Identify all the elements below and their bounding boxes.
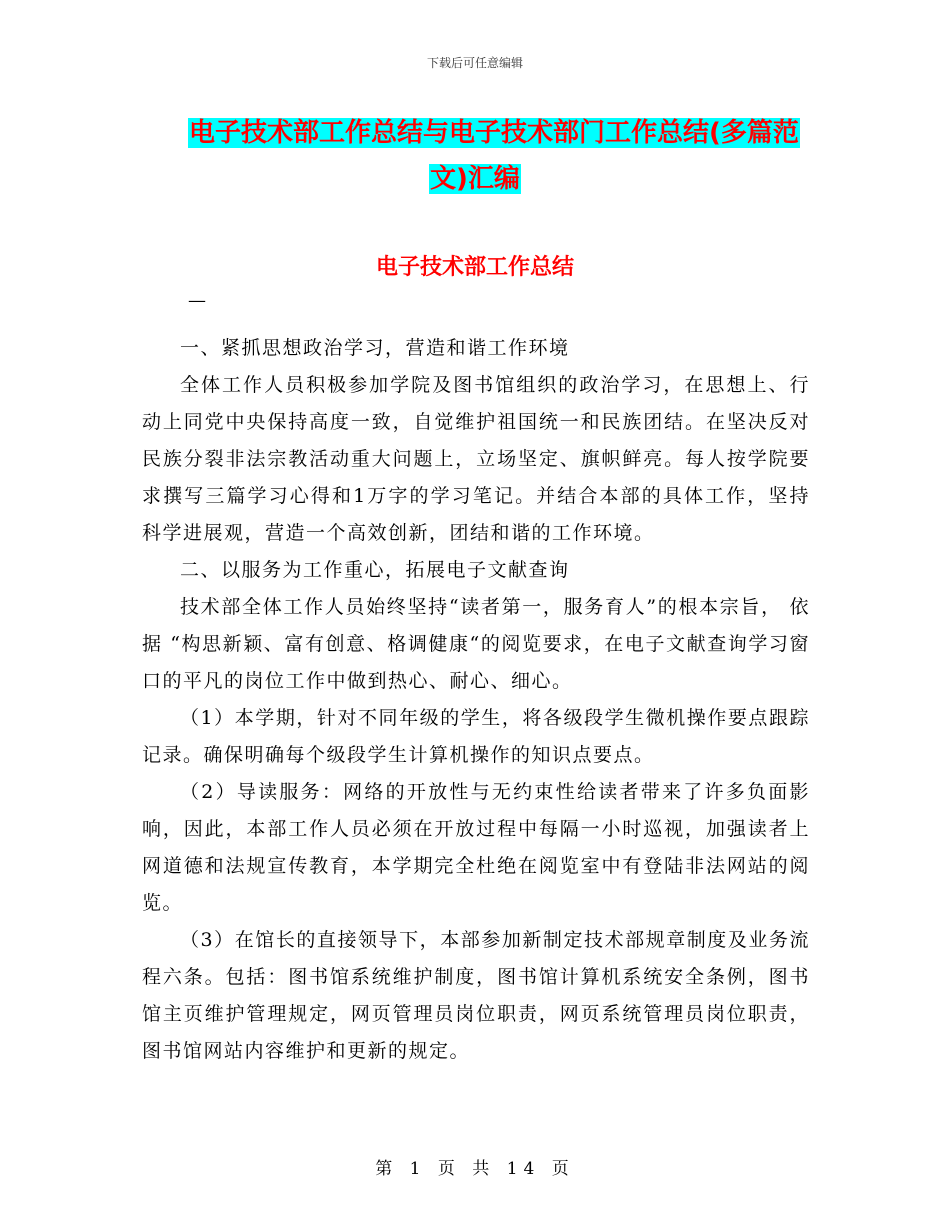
paragraph-item-2: （2）导读服务：网络的开放性与无约束性给读者带来了许多负面影响，因此，本部工作人员必须在开放过程中每隔一小时巡视，加强读者上网道德和法规宣传教育，本学期完全杜绝在阅览室中有登陆非法网站的阅览。 — [142, 781, 810, 914]
title-line-2-text: 文)汇编 — [430, 164, 520, 194]
section-subtitle: 电子技术部工作总结 — [375, 255, 574, 280]
paragraph-item-3: （3）在馆长的直接领导下，本部参加新制定技术部规章制度及业务流程六条。包括：图书馆系统维护制度，图书馆计算机系统安全条例，图书馆主页维护管理规定，网页管理员岗位职责，网页系统管理员岗位职责，图书馆网站内容维护和更新的规定。 — [142, 929, 810, 1062]
body-text — [142, 330, 810, 1070]
paragraph: 全体工作人员积极参加学院及图书馆组织的政治学习，在思想上、行动上同党中央保持高度一致，自觉维护祖国统一和民族团结。在坚决反对民族分裂非法宗教活动重大问题上，立场坚定、旗帜鲜亮。每人按学院要求撰写三篇学习心得和1万字的学习笔记。并结合本部的具体工作，坚持科学进展观，营造一个高效创新，团结和谐的工作环境。 — [142, 374, 810, 544]
paragraph-heading-2: 二、以服务为工作重心，拓展电子文献查询 — [180, 559, 570, 581]
header-note: 下载后可任意编辑 — [426, 56, 523, 70]
title-line-1 — [188, 112, 812, 154]
page-footer: 第 1 页 共 14 页 — [375, 1159, 575, 1179]
paragraph-item-1: （1）本学期，针对不同年级的学生，将各级段学生微机操作要点跟踪记录。确保明确每个级段学生计算机操作的知识点要点。 — [142, 707, 810, 766]
paragraph: 技术部全体工作人员始终坚持“读者第一，服务育人”的根本宗旨， 依据 “构思新颖、富有创意、格调健康“的阅览要求，在电子文献查询学习窗口的平凡的岗位工作中做到热心、耐心、细心。 — [142, 596, 810, 692]
paragraph-heading-1: 一、紧抓思想政治学习，营造和谐工作环境 — [180, 337, 570, 359]
title-line-2 — [0, 158, 950, 200]
document-title — [0, 112, 950, 200]
title-line-1-text: 电子技术部工作总结与电子技术部门工作总结(多篇范 — [189, 118, 799, 148]
dash-marker: — — [188, 290, 206, 311]
